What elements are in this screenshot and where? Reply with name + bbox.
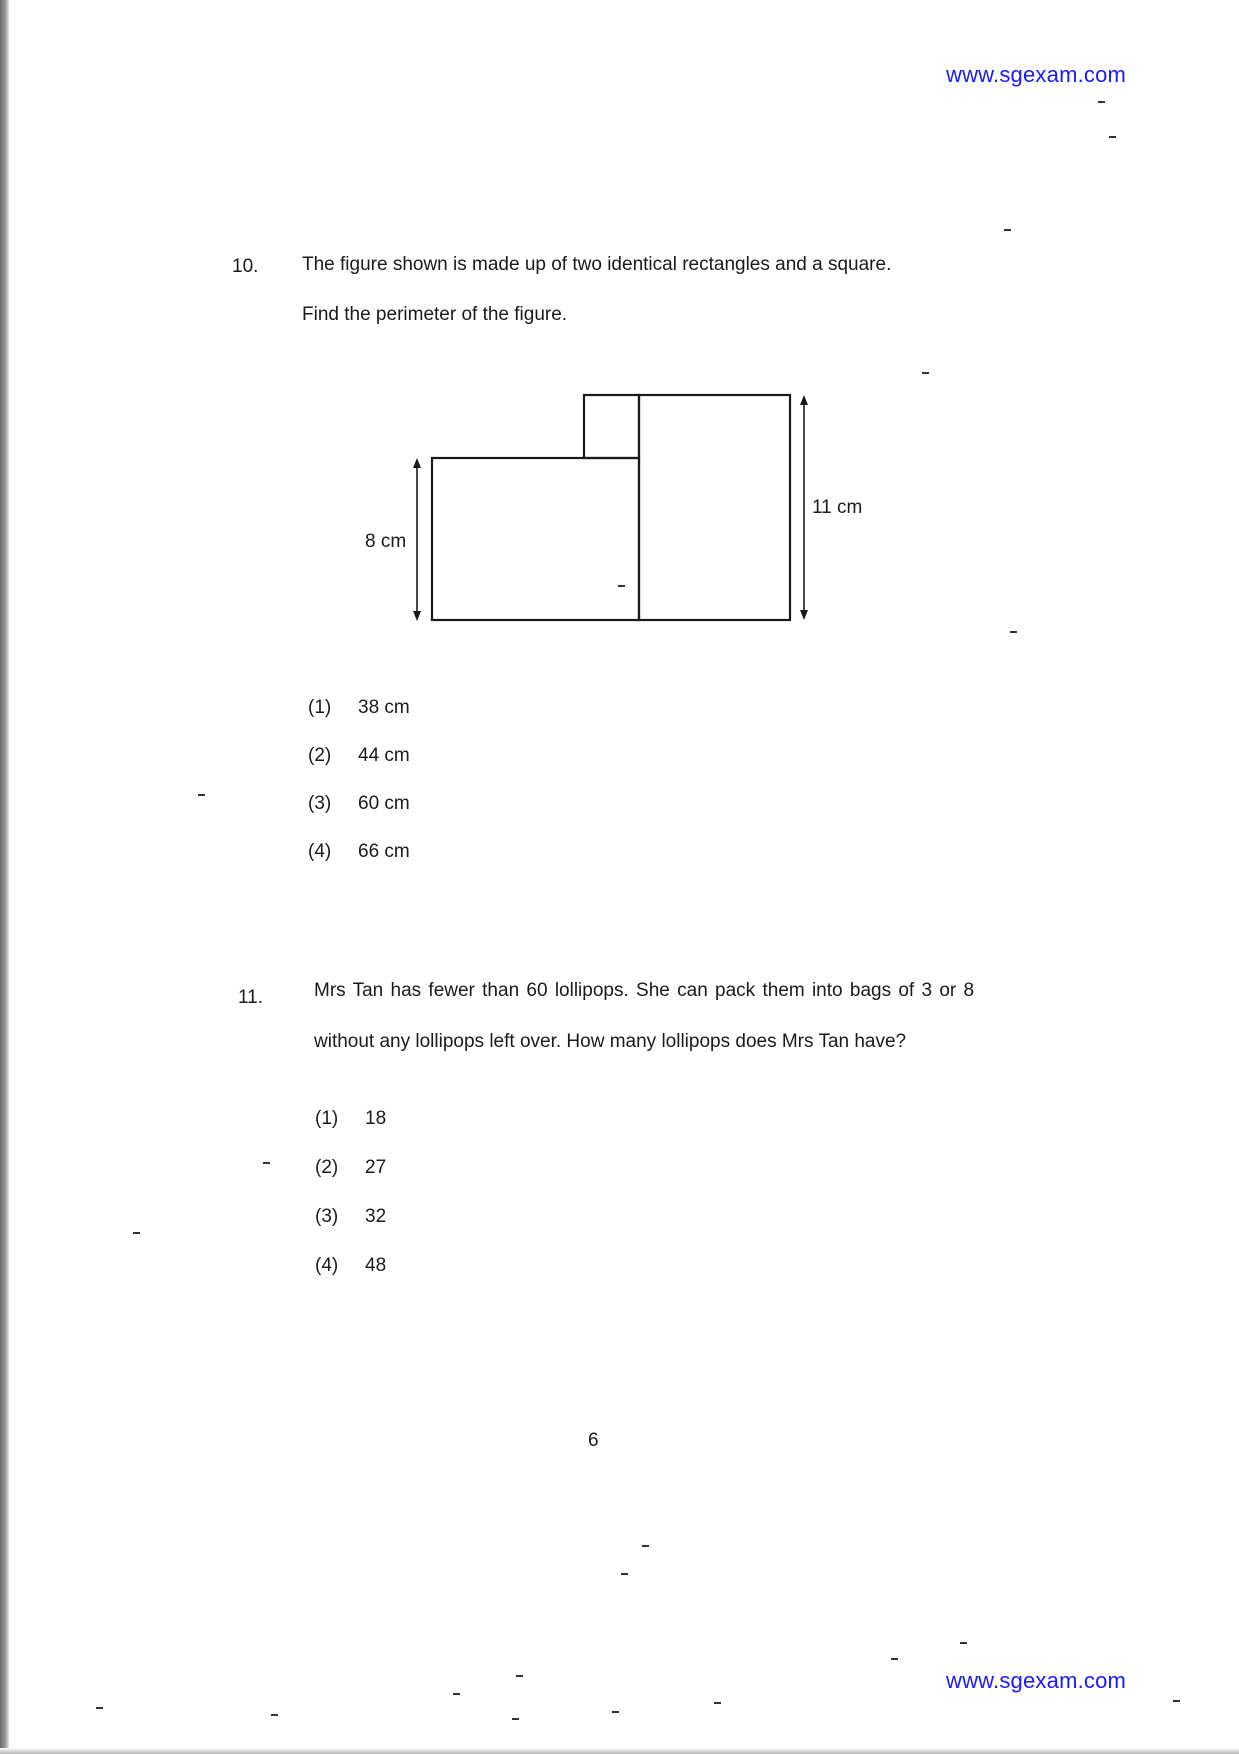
scan-speck <box>612 1711 619 1713</box>
scan-speck <box>512 1718 519 1720</box>
option-value: 32 <box>365 1206 387 1227</box>
option-label: (1) <box>315 1108 339 1129</box>
header-watermark: www.sgexam.com <box>946 62 1127 87</box>
scan-edge-shadow <box>0 0 9 1754</box>
question-10-number: 10. <box>232 256 259 277</box>
option-value: 38 cm <box>358 697 410 718</box>
question-10-option-3 <box>308 793 410 815</box>
scan-speck <box>516 1675 523 1677</box>
scan-speck <box>960 1642 967 1644</box>
left-dimension-arrow <box>413 458 421 621</box>
option-label: (3) <box>315 1206 339 1227</box>
rectangles-and-square-diagram <box>360 385 880 645</box>
question-10-option-4 <box>308 841 410 863</box>
scan-speck <box>1109 136 1116 138</box>
question-11-line-2: without any lollipops left over. How many lollipops does Mrs Tan have? <box>314 1031 907 1052</box>
scan-speck <box>714 1702 721 1704</box>
question-11-line-1: Mrs Tan has fewer than 60 lollipops. She can pack them into bags of 3 or 8 <box>314 980 975 1001</box>
scan-speck <box>621 1573 628 1575</box>
scan-speck <box>1010 631 1017 633</box>
scan-speck <box>1004 229 1011 231</box>
page-number: 6 <box>588 1430 599 1451</box>
question-11-option-4 <box>315 1255 386 1277</box>
scan-speck <box>642 1545 649 1547</box>
scan-bottom-shadow <box>0 1748 1239 1754</box>
option-label: (4) <box>315 1255 339 1276</box>
scan-speck <box>1173 1700 1180 1702</box>
scan-speck <box>133 1232 140 1234</box>
option-value: 27 <box>365 1157 387 1178</box>
question-10-option-2 <box>308 745 410 767</box>
scan-speck <box>271 1714 278 1716</box>
question-11-option-1 <box>315 1108 386 1130</box>
question-10-figure <box>360 385 880 650</box>
scan-speck <box>922 372 929 374</box>
scan-speck <box>96 1707 103 1709</box>
option-label: (2) <box>315 1157 339 1178</box>
scan-speck <box>198 794 205 796</box>
option-value: 48 <box>365 1255 387 1276</box>
scan-speck <box>1098 101 1105 103</box>
left-rectangle <box>432 458 639 620</box>
option-label: (4) <box>308 841 332 862</box>
right-rectangle <box>639 395 790 620</box>
option-value: 66 cm <box>358 841 410 862</box>
footer-watermark: www.sgexam.com <box>946 1668 1127 1693</box>
small-square <box>584 395 639 458</box>
option-label: (1) <box>308 697 332 718</box>
question-10-line-1: The figure shown is made up of two identical rectangles and a square. <box>302 254 892 275</box>
label-8cm: 8 cm <box>365 531 407 552</box>
question-10-line-2: Find the perimeter of the figure. <box>302 304 568 325</box>
question-11-option-2 <box>315 1157 386 1179</box>
scan-speck <box>891 1658 898 1660</box>
question-10-option-1 <box>308 697 410 719</box>
option-value: 18 <box>365 1108 387 1129</box>
option-value: 60 cm <box>358 793 410 814</box>
option-label: (2) <box>308 745 332 766</box>
question-11-option-3 <box>315 1206 386 1228</box>
option-value: 44 cm <box>358 745 410 766</box>
scan-speck <box>263 1162 270 1164</box>
scan-speck <box>453 1693 460 1695</box>
option-label: (3) <box>308 793 332 814</box>
label-11cm: 11 cm <box>812 497 863 518</box>
scan-speck <box>618 585 625 587</box>
question-11-number: 11. <box>238 987 264 1008</box>
right-dimension-arrow <box>800 395 808 620</box>
